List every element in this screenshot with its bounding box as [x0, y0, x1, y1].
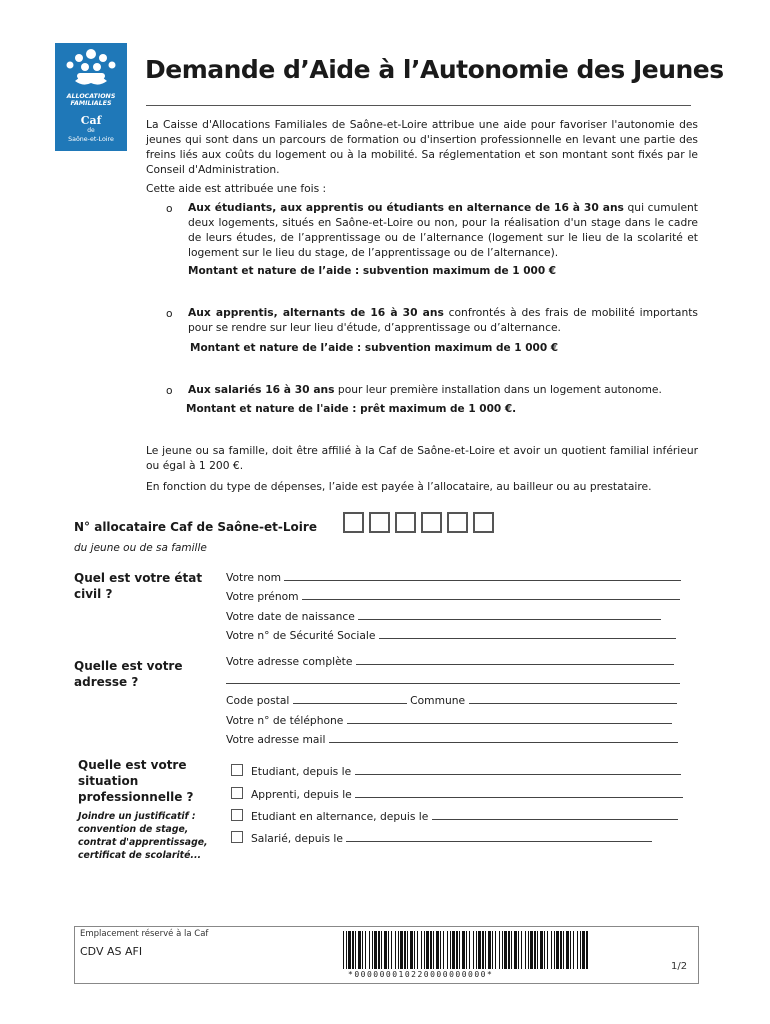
bullet-item-students: [188, 200, 698, 260]
bullet-mark: o: [166, 202, 173, 215]
once-text: Cette aide est attribuée une fois :: [146, 182, 327, 195]
bullet-bold: Aux salariés 16 à 30 ans: [188, 383, 335, 396]
intro-paragraph: La Caisse d'Allocations Familiales de Saône-et-Loire attribue une aide pour favoriser l'autonomie des jeunes qui sont dans un parcours de formation ou d'insertion professionnelle en levant une partie des freins liés aux coûts du logement ou à la mobilité. Sa réglementation et son montant sont fixés par le Conseil d'Administration.: [146, 118, 698, 176]
bullet-text: pour leur première installation dans un logement autonome.: [334, 383, 662, 396]
option-apprenti[interactable]: Apprenti, depuis le: [231, 787, 683, 801]
checkbox[interactable]: [231, 831, 243, 843]
family-figures-icon: [55, 43, 127, 93]
situation-label: Quelle est votre situation professionnelle ?: [78, 758, 194, 804]
reserved-label: Emplacement réservé à la Caf: [80, 929, 209, 939]
form-code: CDV AS AFI: [80, 945, 143, 958]
barcode-text: *000000010220000000000*: [348, 970, 494, 979]
code-postal-field[interactable]: Code postal Commune: [226, 694, 677, 707]
date-naissance-field[interactable]: Votre date de naissance: [226, 610, 661, 623]
condition-paragraph: Le jeune ou sa famille, doit être affilié à la Caf de Saône-et-Loire et avoir un quotient familial inférieur ou égal à 1 200 €.: [146, 444, 698, 472]
prenom-field[interactable]: Votre prénom: [226, 590, 680, 603]
checkbox[interactable]: [231, 764, 243, 776]
nom-field[interactable]: Votre nom: [226, 571, 681, 584]
caf-logo: [55, 43, 127, 151]
montant-text: Montant et nature de l’aide : subvention maximum de 1 000 €: [190, 342, 559, 354]
checkbox[interactable]: [231, 787, 243, 799]
allocataire-digit-box[interactable]: [447, 512, 468, 533]
bullet-text: confrontés à des frais de mobilité importants pour se rendre sur leur lieu d'étude, d’apprentissage ou d’alternance.: [188, 306, 698, 334]
page-title: Demande d’Aide à l’Autonomie des Jeunes: [145, 55, 724, 84]
allocataire-digit-box[interactable]: [369, 512, 390, 533]
securite-sociale-field[interactable]: Votre n° de Sécurité Sociale: [226, 629, 676, 642]
adresse-complete-field[interactable]: Votre adresse complète: [226, 655, 674, 668]
bullet-mark: o: [166, 307, 173, 320]
allocataire-digit-box[interactable]: [395, 512, 416, 533]
allocataire-digit-box[interactable]: [343, 512, 364, 533]
commune-label: Commune: [410, 694, 466, 707]
bullet-mark: o: [166, 384, 173, 397]
allocataire-label: N° allocataire Caf de Saône-et-Loire: [74, 520, 317, 534]
adresse-ligne2-field[interactable]: [226, 674, 680, 687]
title-divider: [146, 105, 691, 106]
option-salarie[interactable]: Salarié, depuis le: [231, 831, 652, 845]
logo-department: Saône-et-Loire: [68, 136, 114, 143]
allocataire-digit-box[interactable]: [473, 512, 494, 533]
bullet-bold: Aux étudiants, aux apprentis ou étudiants en alternance de 16 à 30 ans: [188, 201, 624, 214]
montant-text: Montant et nature de l'aide : prêt maximum de 1 000 €.: [186, 403, 517, 415]
allocataire-sublabel: du jeune ou de sa famille: [74, 542, 207, 554]
page-number: 1/2: [671, 961, 688, 972]
justificatif-note: Joindre un justificatif : convention de stage, contrat d'apprentissage, certificat de scolarité...: [78, 811, 208, 861]
etat-civil-label: Quel est votre état civil ?: [74, 571, 203, 601]
email-field[interactable]: Votre adresse mail: [226, 733, 678, 746]
barcode-icon: [343, 931, 591, 969]
bullet-item-salaries: [188, 382, 698, 397]
bullet-text: qui cumulent deux logements, situés en Saône-et-Loire ou non, pour la réalisation d'un stage dans le cadre de leurs études, de l’apprentissage ou de l’alternance (logement sur le lieu de la scolarité et logement sur le lieu du stage, de l’apprentissage ou de l’alternance).: [188, 201, 698, 259]
logo-text: ALLOCATIONS FAMILIALES: [66, 93, 116, 107]
logo-caf: Caf: [80, 114, 102, 127]
allocataire-digit-box[interactable]: [421, 512, 442, 533]
adresse-label: Quelle est votre adresse ?: [74, 659, 183, 689]
option-alternance[interactable]: Etudiant en alternance, depuis le: [231, 809, 678, 823]
logo-de: de: [87, 127, 95, 134]
checkbox[interactable]: [231, 809, 243, 821]
bullet-item-apprentis: [188, 305, 698, 335]
option-etudiant[interactable]: Etudiant, depuis le: [231, 764, 681, 778]
montant-text: Montant et nature de l’aide : subvention maximum de 1 000 €: [188, 265, 557, 277]
telephone-field[interactable]: Votre n° de téléphone: [226, 714, 672, 727]
bullet-bold: Aux apprentis, alternants de 16 à 30 ans: [188, 306, 444, 319]
payment-paragraph: En fonction du type de dépenses, l’aide est payée à l’allocataire, au bailleur ou au prestataire.: [146, 480, 652, 493]
